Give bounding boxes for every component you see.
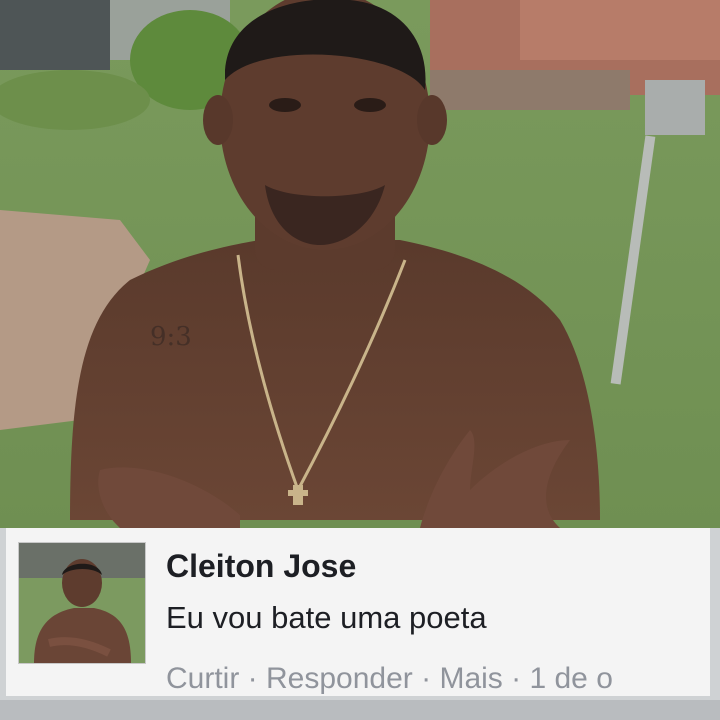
avatar[interactable]	[18, 542, 146, 664]
action-separator: ·	[239, 662, 267, 695]
comment-author-name[interactable]: Cleiton Jose	[166, 548, 357, 584]
avatar-image	[19, 543, 145, 663]
timestamp: 1 de o	[529, 662, 613, 695]
action-separator: ·	[502, 662, 530, 695]
more-link[interactable]: Mais	[439, 662, 503, 695]
reply-link[interactable]: Responder	[266, 662, 413, 695]
comment-actions	[166, 662, 710, 696]
comment-text: Eu vou bate uma poeta	[166, 600, 487, 635]
svg-text:9:3: 9:3	[150, 322, 192, 352]
comment-card	[6, 528, 710, 696]
action-separator: ·	[412, 662, 440, 695]
like-link[interactable]: Curtir	[166, 662, 240, 695]
bottom-bar	[0, 700, 720, 720]
